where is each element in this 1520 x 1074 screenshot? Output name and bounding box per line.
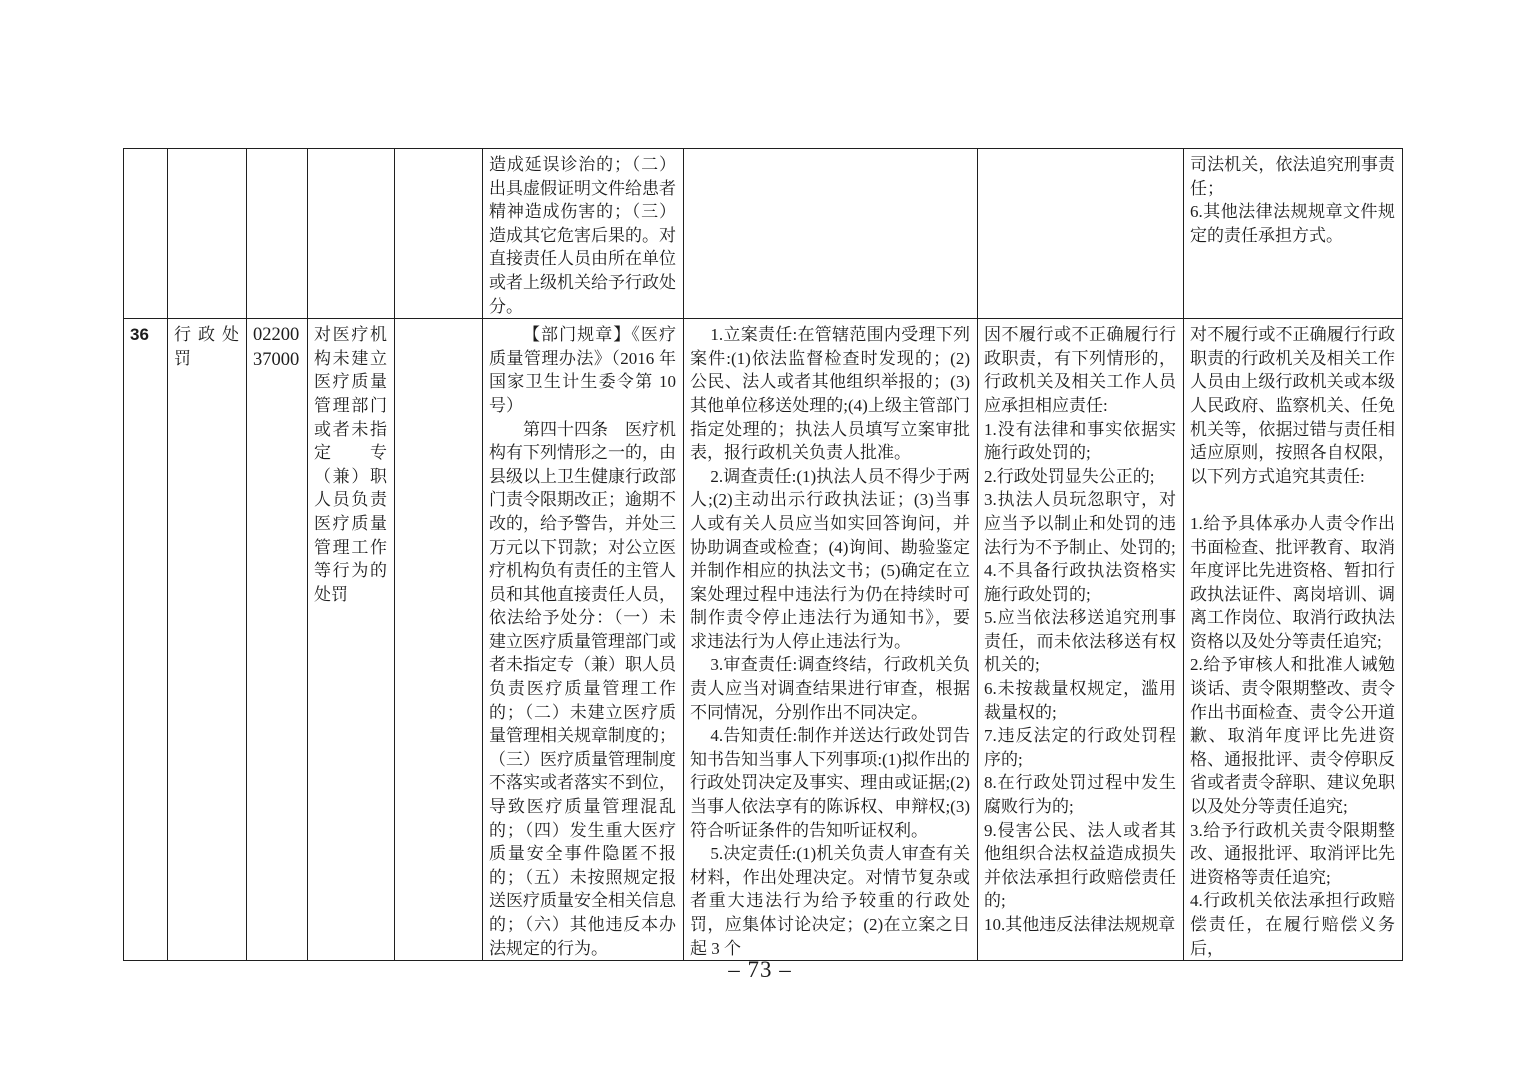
liability-intro-text: 因不履行或不正确履行行政职责，有下列情形的，行政机关及相关工作人员应承担相应责任: xyxy=(984,325,1176,415)
cell-power-name xyxy=(308,319,395,961)
cell-liability-situations xyxy=(978,319,1184,961)
power-name-text: 对医疗机构未建立医疗质量管理部门或者未指定专（兼）职人员负责医疗质量管理工作等行为的处罚 xyxy=(314,325,387,604)
cell-power-code xyxy=(247,319,308,961)
cell-legal-basis xyxy=(483,319,684,961)
cell-prev-seq xyxy=(124,149,168,319)
cell-prev-accountability xyxy=(1184,149,1403,319)
cell-accountability-methods xyxy=(1184,319,1403,961)
page-number: – 73 – xyxy=(728,957,792,982)
legal-basis-text: 【部门规章】《医疗质量管理办法》（2016 年国家卫生计生委令第 10 号） 第四十四条 医疗机构有下列情形之一的，由县级以上卫生健康行政部门责令限期改正；逾期不改的，给予警告，并处三万元以下罚款；对公立医疗机构负有责任的主管人员和其他直接责任人员，依法给予处分：（一）未建立医疗质量管理部门或者未指定专（兼）职人员负责医疗质量管理工作的；（二）未建立医疗质量管理相关规章制度的；（三）医疗质量管理制度不落实或者落实不到位，导致医疗质量管理混乱的；（四）发生重大医疗质量安全事件隐匿不报的；（五）未按照规定报送医疗质量安全相关信息的；（六）其他违反本办法规定的行为。 xyxy=(489,325,676,958)
cell-power-type xyxy=(168,319,247,961)
cell-prev-type xyxy=(168,149,247,319)
liability-items-text: 1.没有法律和事实依据实施行政处罚的; 2.行政处罚显失公正的; 3.执法人员玩忽职守，对应当予以制止和处罚的违法行为不予制止、处罚的; 4.不具备行政执法资格实施行政处罚的; 5.应当依法移送追究刑事责任，而未依法移送有权机关的; 6.未按裁量权规定，滥用裁量权的; 7.违反法定的行政处罚程序的; 8.在行政处罚过程中发生腐败行为的; 9.侵害公民、法人或者其他组织合法权益造成损失并依法承担行政赔偿责任的; 10.其他违反法律法规规章 xyxy=(984,419,1176,934)
table-row-continuation xyxy=(124,149,1403,319)
accountability-intro-text: 对不履行或不正确履行行政职责的行政机关及相关工作人员由上级行政机关或本级人民政府、监察机关、任免机关等，依据过错与责任相适应原则，按照各自权限，以下列方式追究其责任: xyxy=(1190,325,1395,486)
cell-prev-sub xyxy=(395,149,483,319)
accountability-continuation-text: 司法机关，依法追究刑事责任； 6.其他法律法规规章文件规定的责任承担方式。 xyxy=(1190,155,1395,245)
table-row-36 xyxy=(124,319,1403,961)
cell-sub-item xyxy=(395,319,483,961)
power-type-text: 行政处罚 xyxy=(174,325,239,368)
responsibility-table xyxy=(123,148,1403,961)
cell-duty-items xyxy=(684,319,978,961)
cell-prev-duties xyxy=(684,149,978,319)
legal-basis-continuation-text: 造成延误诊治的；（二）出具虚假证明文件给患者精神造成伤害的；（三）造成其它危害后果的。对直接责任人员由所在单位或者上级机关给予行政处分。 xyxy=(489,155,676,316)
cell-prev-code xyxy=(247,149,308,319)
power-code-text: 02200 37000 xyxy=(253,325,300,371)
accountability-items-text: 1.给予具体承办人责令作出书面检查、批评教育、取消年度评比先进资格、暂扣行政执法证件、离岗培训、调离工作岗位、取消行政执法资格以及处分等责任追究; 2.给予审核人和批准人诫勉谈话、责令限期整改、责令作出书面检查、责令公开道歉、取消年度评比先进资格、通报批评、责令停职反省或者责令辞职、建议免职以及处分等责任追究; 3.给予行政机关责令限期整改、通报批评、取消评比先进资格等责任追究; 4.行政机关依法承担行政赔偿责任，在履行赔偿义务后， xyxy=(1190,513,1395,958)
duty-items-text: 1.立案责任:在管辖范围内受理下列案件:(1)依法监督检查时发现的；(2)公民、法人或者其他组织举报的；(3)其他单位移送处理的;(4)上级主管部门指定处理的；执法人员填写立案审批表，报行政机关负责人批准。 2.调查责任:(1)执法人员不得少于两人;(2)主动出示行政执法证；(3)当事人或有关人员应当如实回答询问，并协助调查或检查；(4)询间、勘验鉴定并制作相应的执法文书；(5)确定在立案处理过程中违法行为仍在持续时可制作责令停止违法行为通知书》，要求违法行为人停止违法行为。 3.审查责任:调查终结，行政机关负责人应当对调查结果进行审查，根据不同情况，分别作出不同决定。 4.告知责任:制作并送达行政处罚告知书告知当事人下列事项:(1)拟作出的行政处罚决定及事实、理由或证据;(2)当事人依法享有的陈诉权、申辩权;(3)符合听证条件的告知听证权利。 5.决定责任:(1)机关负责人审查有关材料，作出处理决定。对情节复杂或者重大违法行为给予较重的行政处罚，应集体讨论决定；(2)在立案之日起 3 个 xyxy=(690,325,970,958)
cell-prev-name xyxy=(308,149,395,319)
cell-seq-number: 36 xyxy=(124,319,168,961)
cell-prev-legal-basis xyxy=(483,149,684,319)
cell-prev-liability xyxy=(978,149,1184,319)
